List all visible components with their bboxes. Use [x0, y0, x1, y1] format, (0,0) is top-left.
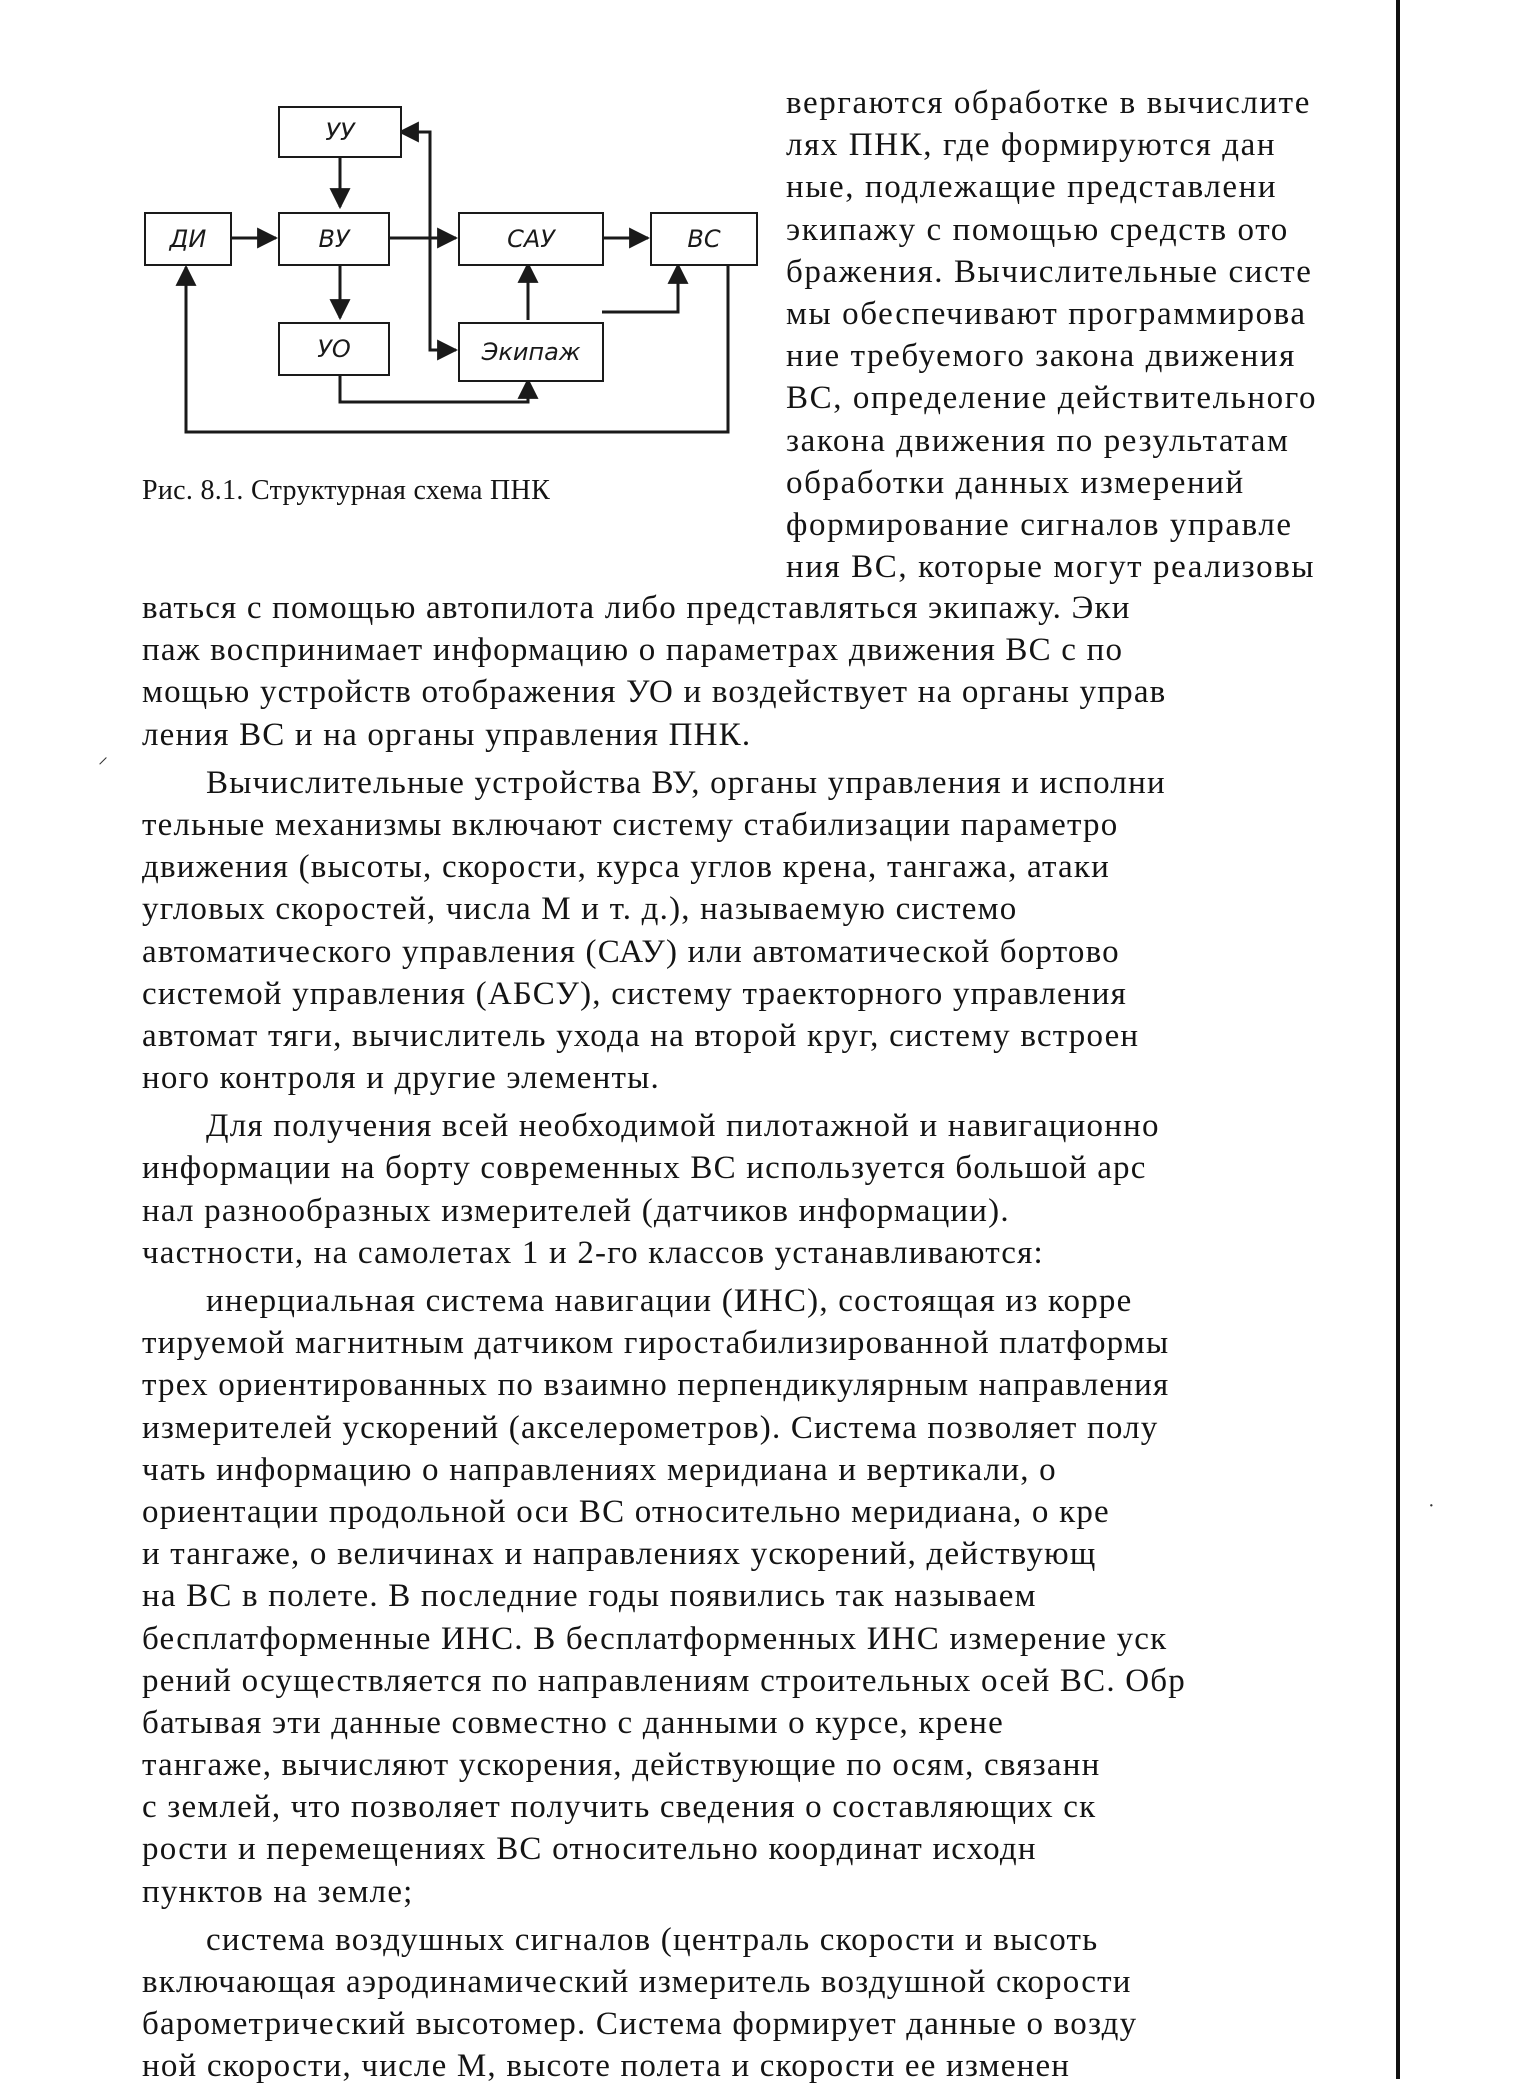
text-line: частности, на самолетах 1 и 2-го классов устанавливаются: — [142, 1234, 1044, 1271]
column-text-line: мы обеспечивают программирова — [786, 295, 1307, 332]
text-line: нал разнообразных измерителей (датчиков информации). — [142, 1192, 1010, 1229]
scan-mark: ⸝ — [98, 746, 108, 768]
column-text-line: формирование сигналов управле — [786, 506, 1293, 543]
column-text-line: экипажу с помощью средств ото — [786, 211, 1289, 248]
box-sau-label: САУ — [507, 225, 555, 253]
column-text-line: ВС, определение действительного — [786, 380, 1318, 417]
text-line: трех ориентированных по взаимно перпендикулярным направления — [142, 1367, 1170, 1404]
text-line: батывая эти данные совместно с данными о курсе, крене — [142, 1704, 1004, 1741]
column-text-line: ния ВС, которые могут реализовы — [786, 549, 1316, 586]
box-crew-label: Экипаж — [481, 338, 581, 366]
text-line: и тангаже, о величинах и направлениях ускорений, действующ — [142, 1536, 1097, 1573]
text-line: угловых скоростей, числа М и т. д.), называемую системо — [142, 891, 1018, 928]
text-line: автоматического управления (САУ) или автоматической бортово — [142, 933, 1120, 970]
text-line: автомат тяги, вычислитель ухода на второй круг, систему встроен — [142, 1017, 1140, 1054]
text-line: ваться с помощью автопилота либо представляться экипажу. Эки — [142, 590, 1131, 626]
text-line: ной скорости, числе М, высоте полета и скорости ее изменен — [142, 2048, 1071, 2085]
text-line: мощью устройств отображения УО и воздействует на органы управ — [142, 674, 1167, 711]
box-vs — [650, 212, 758, 266]
body-text — [142, 587, 1442, 2088]
figure-caption: Рис. 8.1. Структурная схема ПНК — [142, 475, 551, 506]
paragraph — [142, 587, 1442, 756]
box-vu-label: ВУ — [318, 225, 350, 253]
box-di-label: ДИ — [169, 225, 207, 253]
block-diagram — [130, 90, 770, 450]
text-line: Для получения всей необходимой пилотажной и навигационно — [206, 1108, 1160, 1145]
text-line: тангаже, вычисляют ускорения, действующие по осям, связанн — [142, 1747, 1101, 1784]
paragraph — [142, 1280, 1442, 1913]
paragraph — [142, 1919, 1442, 2088]
text-line: система воздушных сигналов (централь скорости и высоть — [206, 1921, 1099, 1958]
text-line: включающая аэродинамический измеритель воздушной скорости — [142, 1964, 1132, 2000]
column-text-line: вергаются обработке в вычислите — [786, 85, 1311, 121]
text-line: на ВС в полете. В последние годы появились так называем — [142, 1578, 1037, 1615]
text-line: Вычислительные устройства ВУ, органы управления и исполни — [206, 764, 1166, 801]
text-line: барометрический высотомер. Система формирует данные о возду — [142, 2006, 1138, 2043]
text-line: с землей, что позволяет получить сведения о составляющих ск — [142, 1789, 1097, 1826]
box-vs-label: ВС — [687, 225, 721, 253]
right-column-text — [786, 82, 1426, 588]
text-line: ного контроля и другие элементы. — [142, 1060, 660, 1097]
box-uu — [278, 106, 402, 158]
column-text-line: ние требуемого закона движения — [786, 338, 1296, 375]
text-line: бесплатформенные ИНС. В бесплатформенных ИНС измерение уск — [142, 1620, 1168, 1657]
column-text-line: лях ПНК, где формируются дан — [786, 127, 1277, 164]
column-text-line: обработки данных измерений — [786, 464, 1245, 501]
text-line: рости и перемещениях ВС относительно координат исходн — [142, 1831, 1037, 1868]
paragraph — [142, 1105, 1442, 1274]
text-line: тируемой магнитным датчиком гиростабилизированной платформы — [142, 1325, 1170, 1362]
box-uo — [278, 322, 390, 376]
box-uo-label: УО — [317, 335, 351, 363]
diagram-connectors — [130, 90, 770, 450]
text-line: инерциальная система навигации (ИНС), состоящая из корре — [206, 1283, 1133, 1319]
text-line: чать информацию о направлениях меридиана и вертикали, о — [142, 1451, 1057, 1488]
box-crew — [458, 322, 604, 382]
text-line: ления ВС и на органы управления ПНК. — [142, 716, 752, 753]
text-line: тельные механизмы включают систему стабилизации параметро — [142, 806, 1119, 843]
text-line: движения (высоты, скорости, курса углов крена, тангажа, атаки — [142, 849, 1110, 886]
column-text-line: ные, подлежащие представлени — [786, 169, 1278, 206]
text-line: паж воспринимает информацию о параметрах движения ВС с по — [142, 632, 1124, 669]
scan-dot: · — [1428, 1495, 1435, 1517]
column-text-line: бражения. Вычислительные систе — [786, 253, 1313, 290]
box-uu-label: УУ — [325, 118, 355, 146]
text-line: рений осуществляется по направлениям строительных осей ВС. Обр — [142, 1662, 1186, 1699]
paragraph — [142, 762, 1442, 1100]
text-line: измерителей ускорений (акселерометров). Система позволяет полу — [142, 1409, 1159, 1446]
box-sau — [458, 212, 604, 266]
text-line: ориентации продольной оси ВС относительно меридиана, о кре — [142, 1493, 1110, 1530]
text-line: информации на борту современных ВС используется большой арс — [142, 1150, 1147, 1187]
box-vu — [278, 212, 390, 266]
column-text-line: закона движения по результатам — [786, 422, 1290, 459]
text-line: пунктов на земле; — [142, 1873, 414, 1910]
text-line: системой управления (АБСУ), систему траекторного управления — [142, 975, 1127, 1012]
box-di — [144, 212, 232, 266]
